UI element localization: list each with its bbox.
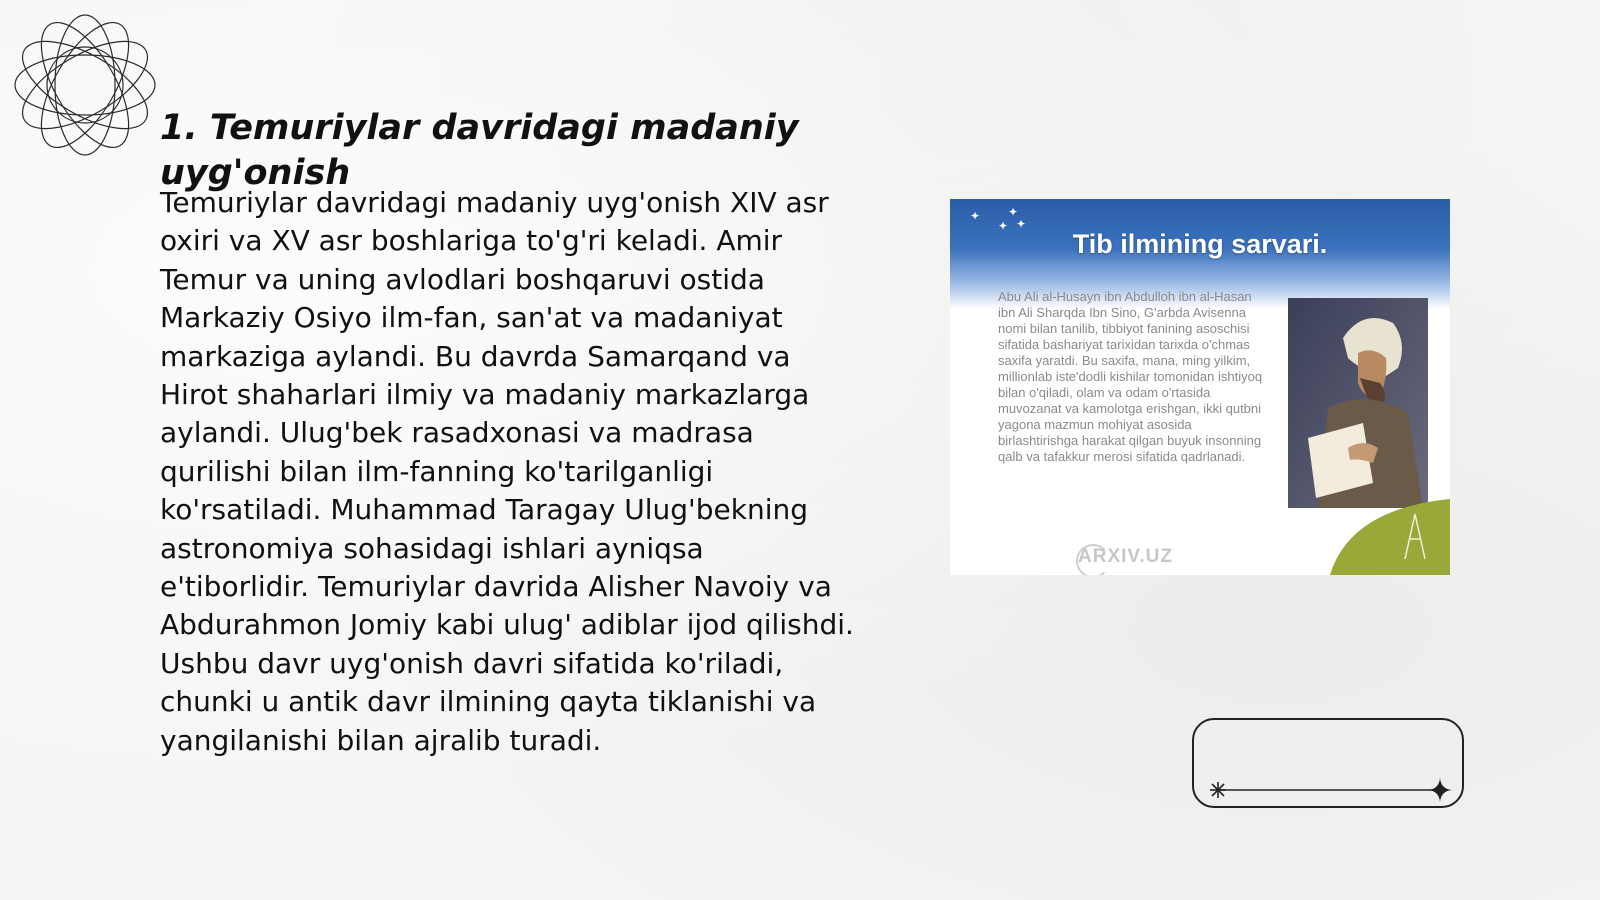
- embedded-slide-image: [950, 199, 1450, 575]
- slide-image-title: Tib ilmining sarvari.: [1072, 229, 1328, 259]
- body-paragraph: Temuriylar davridagi madaniy uyg'onish XIV asr oxiri va XV asr boshlariga to'g'ri keladi. Amir Temur va uning avlodlari boshqaruvi ostida Markaziy Osiyo ilm-fan, san'at va madaniyat markaziga aylandi. Bu davrda Samarqand va Hirot shaharlari ilmiy va madaniy markazlarga aylandi. Ulug'bek rasadxonasi va madrasa qurilishi bilan ilm-fanning ko'tarilganligi ko'rsatiladi. Muhammad Taragay Ulug'bekning astronomiya sohasidagi ishlari ayniqsa e'tiborlidir. Temuriylar davrida Alisher Navoiy va Abdurahmon Jomiy kabi ulug' adiblar ijod qilishdi. Ushbu davr uyg'onish davri sifatida ko'riladi, chunki u antik davr ilmining qayta tiklanishi va yangilanishi bilan ajralib turadi.: [160, 186, 854, 757]
- star-icon: ✦: [1016, 217, 1027, 231]
- circular-line-ornament-icon: [10, 10, 160, 160]
- scholar-portrait-icon: [1288, 298, 1428, 508]
- slide-watermark: ARXIV.UZ: [1078, 546, 1173, 567]
- star-icon: ✦: [1008, 205, 1019, 219]
- page-title: 1. Temuriylar davridagi madaniy uyg'onish: [160, 108, 799, 193]
- star-icon: ✦: [998, 219, 1009, 233]
- decorative-frame: [1192, 718, 1464, 808]
- star-icon: ✦: [970, 209, 981, 223]
- slide-corner-decoration: [1330, 499, 1450, 575]
- sparkle-star-icon: [1194, 720, 1466, 810]
- slide-image-text: Abu Ali al-Husayn ibn Abdulloh ibn al-Hasan ibn Ali Sharqda Ibn Sino, G'arbda Avisenna nomi bilan tanilib, tibbiyot fanining asoschisi sifatida bashariyat tarixidan tarixda o'chmas saxifa yaratdi. Bu saxifa, mana, ming yilkim, millionlab iste'dodli kishilar tomonidan ishtiyoq bilan o'qiladi, olam va odam o'rtasida muvozanat va kamolotga erishgan, ikki qutbni yagona mazmun mohiyat asosida birlashtirishga harakat qilgan buyuk insonning qalb va tafakkur merosi sifatida qadrlanadi.: [998, 289, 1263, 464]
